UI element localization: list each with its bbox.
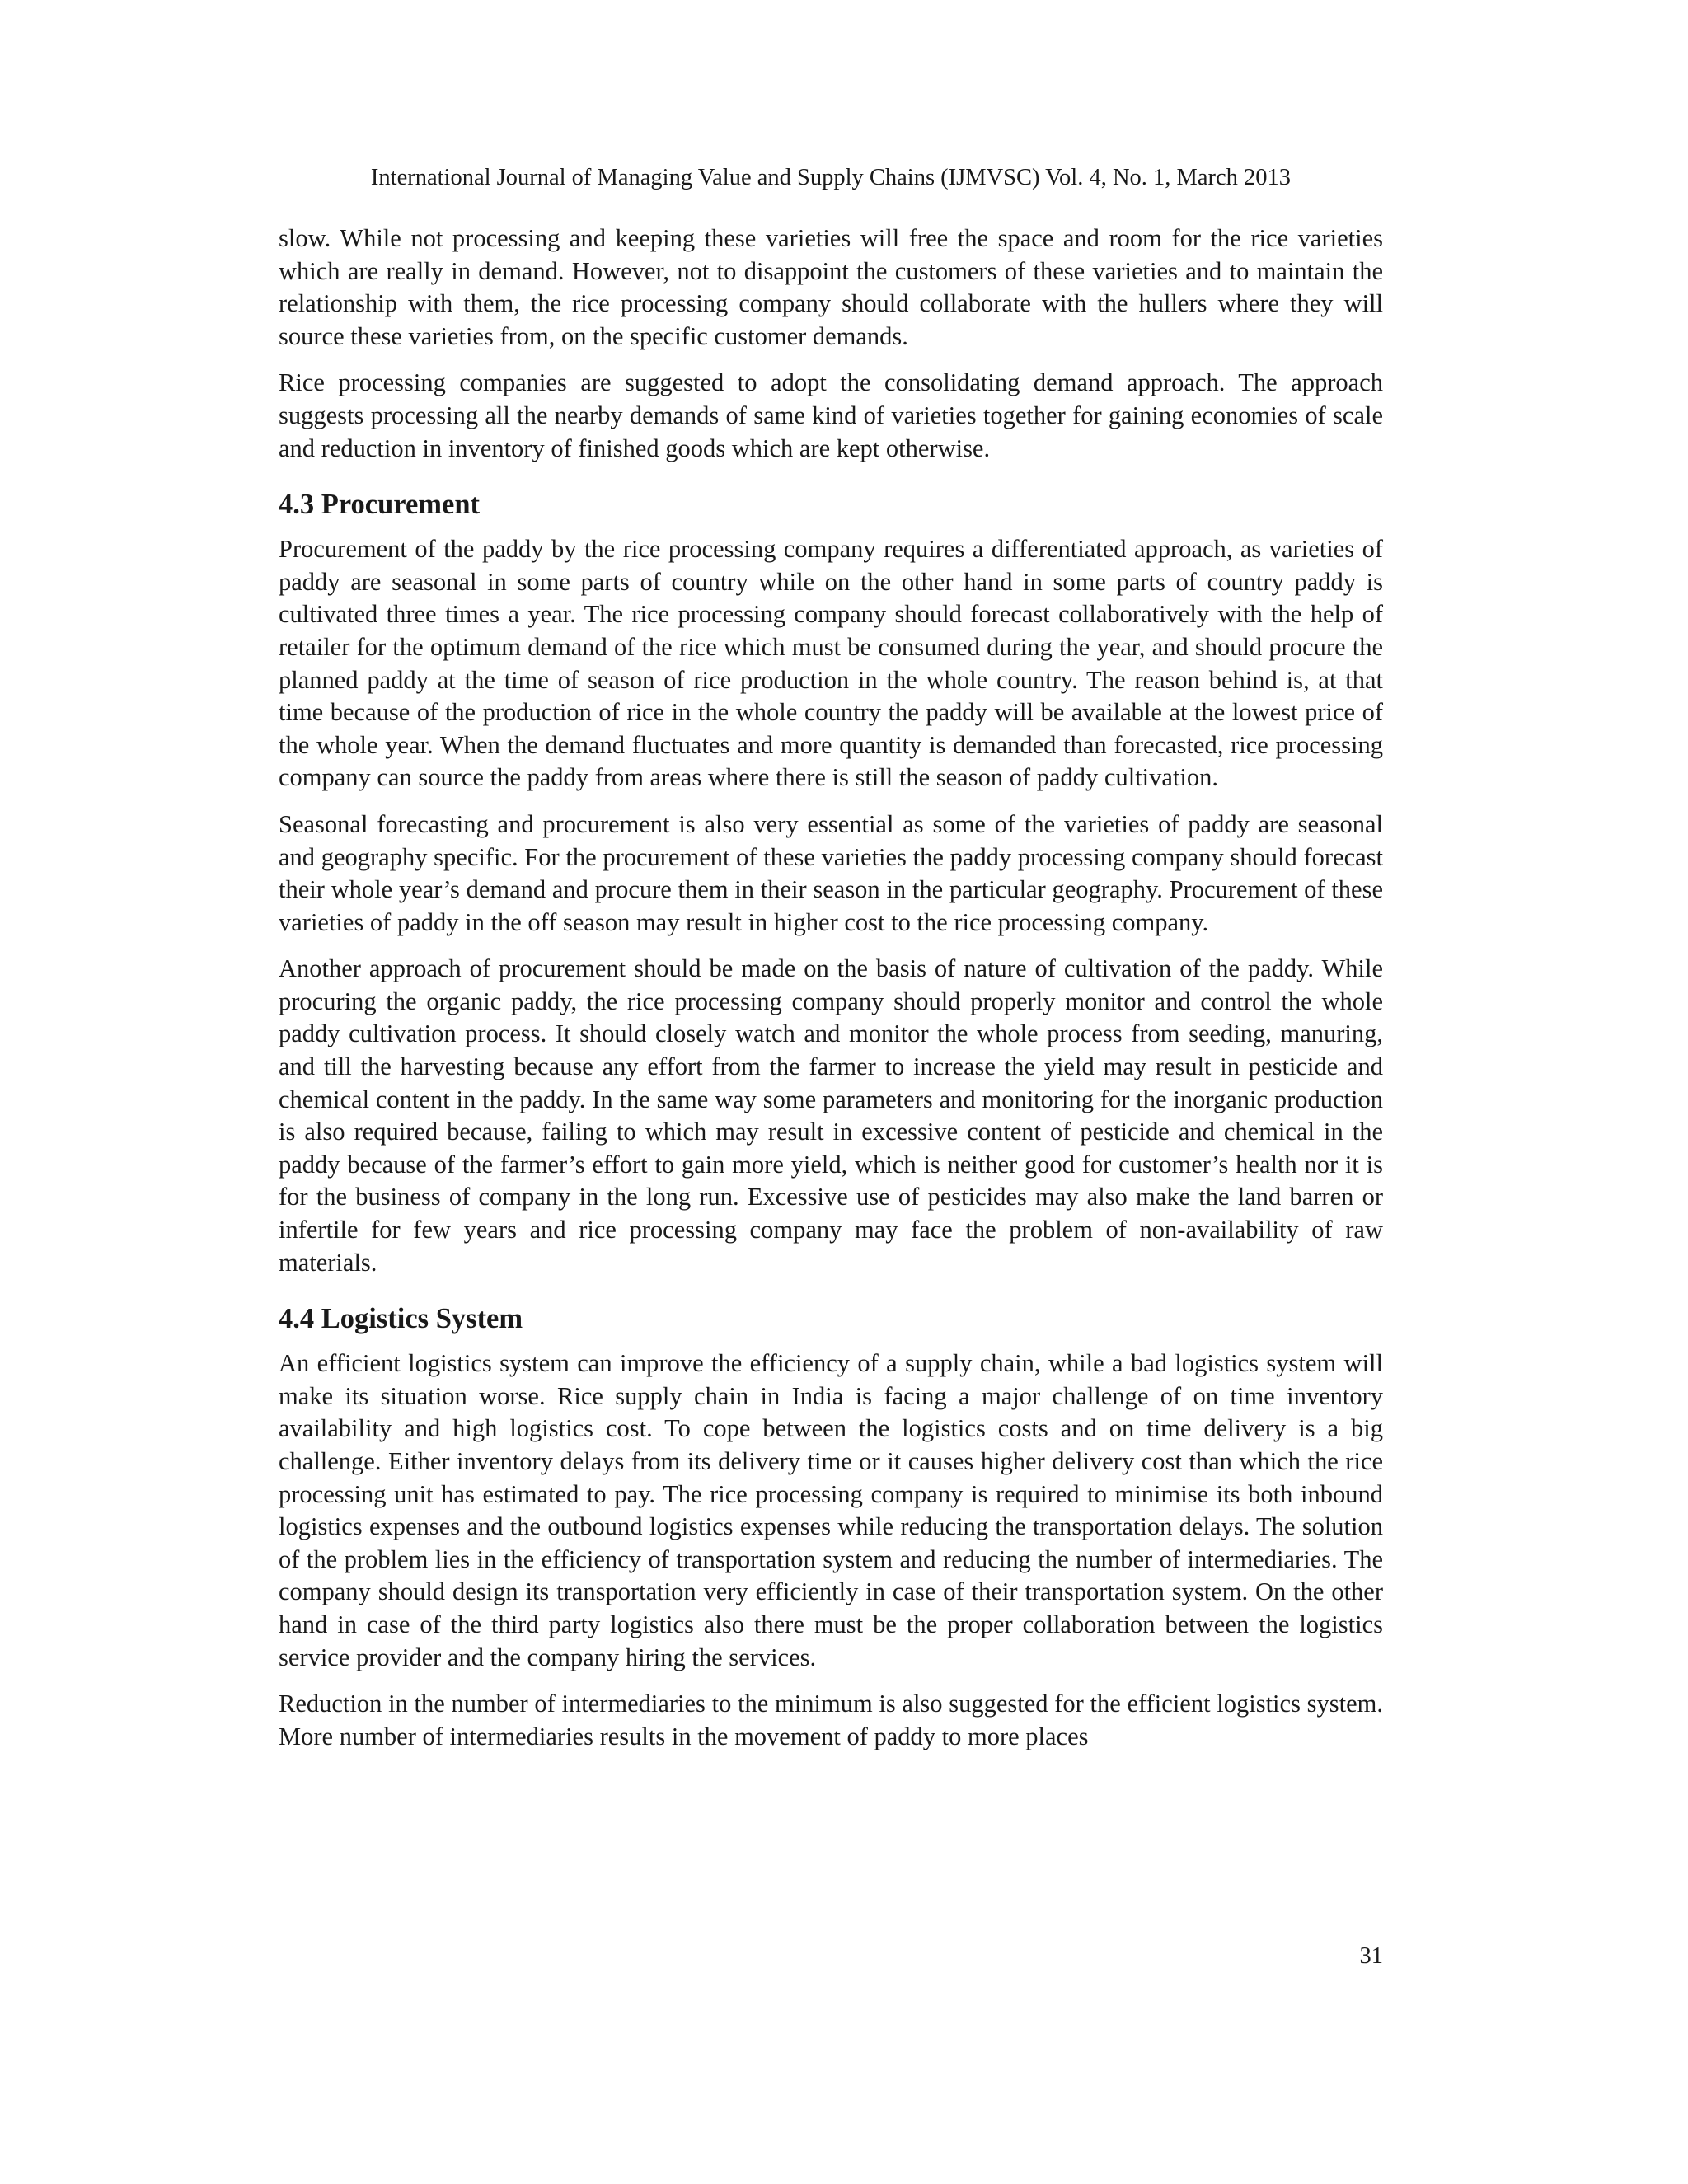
paragraph-intermediaries: Reduction in the number of intermediaries to the minimum is also suggested for the efficient logistics system. More number of intermediaries results in the movement of paddy to more places bbox=[279, 1690, 1383, 1750]
paragraph-cultivation-nature: Another approach of procurement should be made on the basis of nature of cultivation of the paddy. While procuring the organic paddy, the rice processing company should properly monitor and control the whole paddy cultivation process. It should closely watch and monitor the whole process from seeding, manuring, and till the harvesting because any effort from the farmer to increase the yield may result in pesticide and chemical content in the paddy. In the same way some parameters and monitoring for the inorganic production is also required because, failing to which may result in excessive content of pesticide and chemical in the paddy because of the farmer’s effort to gain more yield, which is neither good for customer’s health nor it is for the business of company in the long run. Excessive use of pesticides may also make the land barren or infertile for few years and rice processing company may face the problem of non-availability of raw materials. bbox=[279, 954, 1383, 1277]
section-heading-logistics: 4.4 Logistics System bbox=[279, 1303, 523, 1335]
page bbox=[279, 0, 1383, 2184]
paragraph-seasonal-forecasting: Seasonal forecasting and procurement is also very essential as some of the varieties of paddy are seasonal and geography specific. For the procurement of these varieties the paddy processing company should forecast their whole year’s demand and procure them in their season in the particular geography. Procurement of these varieties of paddy in the off season may result in higher cost to the rice processing company. bbox=[279, 809, 1383, 936]
running-header: International Journal of Managing Value and Supply Chains (IJMVSC) Vol. 4, No. 1, March 2013 bbox=[370, 165, 1292, 190]
paragraph-logistics-efficiency: An efficient logistics system can improve the efficiency of a supply chain, while a bad logistics system will make its situation worse. Rice supply chain in India is facing a major challenge of on time inventory availability and high logistics cost. To cope between the logistics costs and on time delivery is a big challenge. Either inventory delays from its delivery time or it causes higher delivery cost than which the rice processing unit has estimated to pay. The rice processing company is required to minimise its both inbound logistics expenses and the outbound logistics expenses while reducing the transportation delays. The solution of the problem lies in the efficiency of transportation system and reducing the number of intermediaries. The company should design its transportation very efficiently in case of their transportation system. On the other hand in case of the third party logistics also there must be the proper collaboration between the logistics service provider and the company hiring the services. bbox=[279, 1349, 1383, 1671]
page-number: 31 bbox=[1359, 1943, 1383, 1969]
section-heading-procurement: 4.3 Procurement bbox=[279, 489, 480, 521]
paragraph-continuation: slow. While not processing and keeping these varieties will free the space and room for the rice varieties which are really in demand. However, not to disappoint the customers of these varieties and to maintain the relationship with them, the rice processing company should collaborate with the hullers where they will source these varieties from, on the specific customer demands. bbox=[279, 224, 1383, 350]
paragraph-consolidating-demand: Rice processing companies are suggested to adopt the consolidating demand approach. The approach suggests processing all the nearby demands of same kind of varieties together for gaining economies of scale and reduction in inventory of finished goods which are kept otherwise. bbox=[279, 368, 1383, 462]
article-body bbox=[279, 223, 1383, 1767]
paragraph-procurement-intro: Procurement of the paddy by the rice processing company requires a differentiated approach, as varieties of paddy are seasonal in some parts of country while on the other hand in some parts of country paddy is cultivated three times a year. The rice processing company should forecast collaboratively with the help of retailer for the optimum demand of the rice which must be consumed during the year, and should procure the planned paddy at the time of season of rice production in the whole country. The reason behind is, at that time because of the production of rice in the whole country the paddy will be available at the lowest price of the whole year. When the demand fluctuates and more quantity is demanded than forecasted, rice processing company can source the paddy from areas where there is still the season of paddy cultivation. bbox=[279, 535, 1383, 792]
